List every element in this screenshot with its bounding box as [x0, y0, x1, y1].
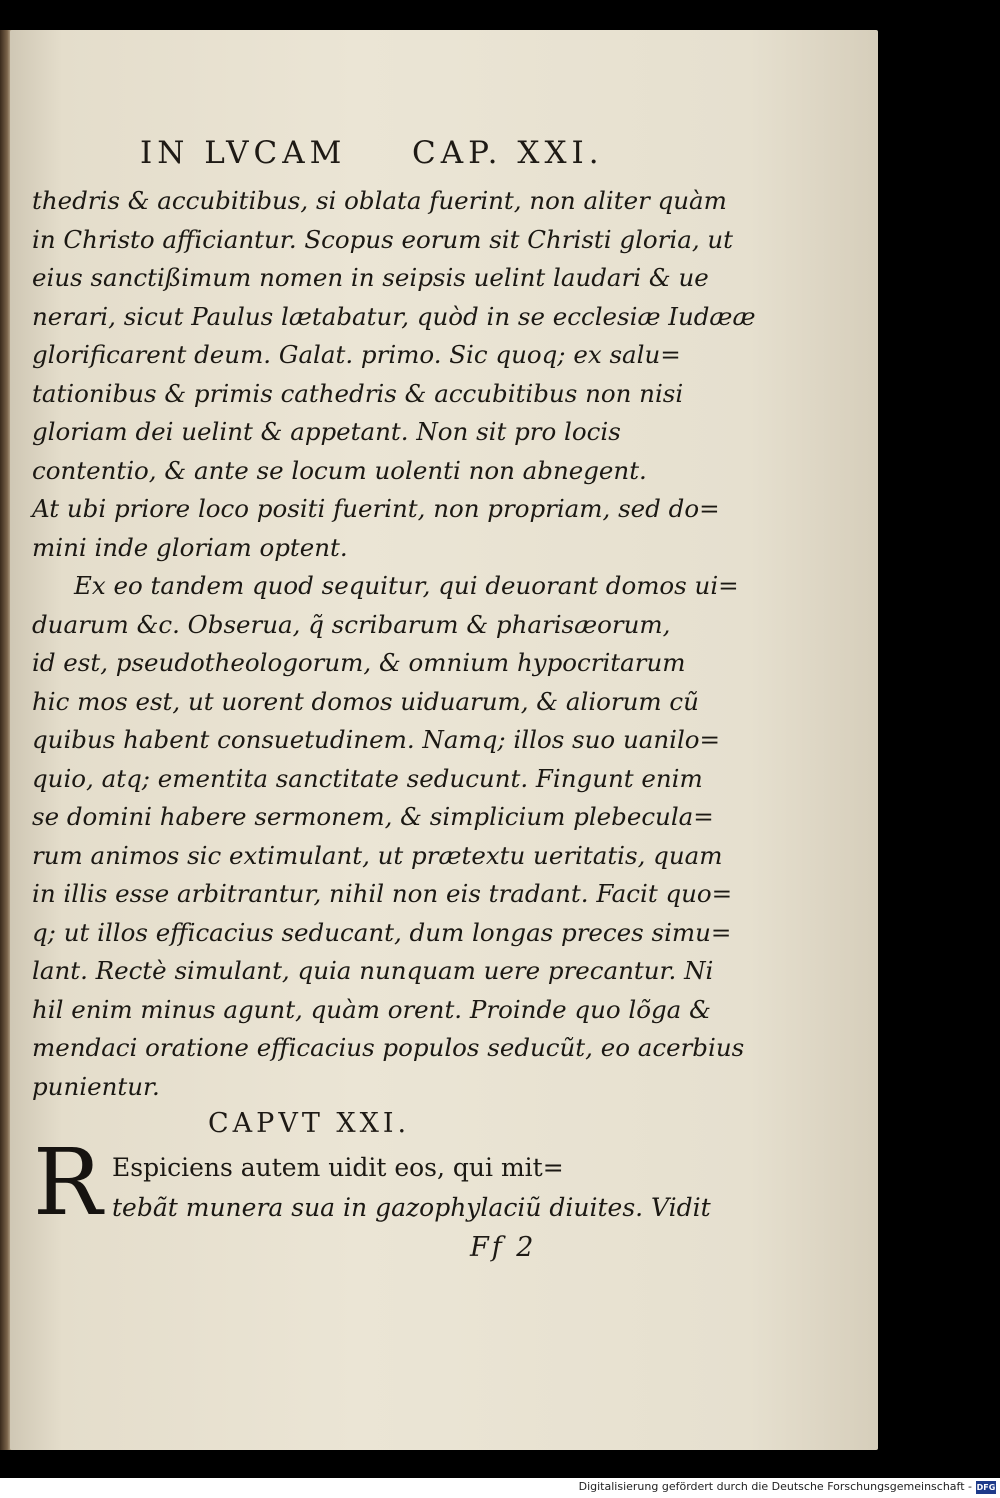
text-line: hic mos est, ut uorent domos uiduarum, & aliorum cũ	[32, 686, 699, 716]
chapter-heading: CAPVT XXI.	[208, 1108, 411, 1139]
text-line: eius sanctißimum nomen in seipsis uelint laudari & ue	[32, 263, 709, 292]
text-line: tebãt munera sua in gazophylaciũ diuites. Vidit	[112, 1193, 711, 1222]
text-line: mini inde gloriam optent.	[32, 532, 348, 562]
text-line: se domini habere sermonem, & simplicium plebecula=	[32, 802, 714, 831]
running-head-right: CAP. XXI.	[412, 135, 604, 171]
chapter-opening-text	[112, 1148, 711, 1228]
text-line: contentio, & ante se locum uolenti non abnegent.	[32, 455, 647, 485]
text-line: quio, atq; ementita sanctitate seducunt. Fingunt enim	[32, 763, 703, 793]
text-line: hil enim minus agunt, quàm orent. Proinde quo lõga &	[32, 994, 711, 1024]
text-line: Ex eo tandem quod sequitur, qui deuorant domos ui=	[74, 571, 739, 600]
text-line: tationibus & primis cathedris & accubitibus non nisi	[32, 378, 684, 408]
text-line: thedris & accubitibus, si oblata fuerint, non aliter quàm	[32, 186, 727, 215]
signature-mark: Ff 2	[470, 1232, 537, 1263]
text-line: q; ut illos efficacius seducant, dum longas preces simu=	[32, 917, 732, 947]
text-line: rum animos sic extimulant, ut prætextu ueritatis, quam	[32, 840, 723, 870]
text-line: At ubi priore loco positi fuerint, non propriam, sed do=	[32, 494, 720, 523]
text-line: in Christo afficiantur. Scopus eorum sit Christi gloria, ut	[32, 224, 734, 254]
text-line: gloriam dei uelint & appetant. Non sit pro locis	[32, 417, 621, 446]
text-line: quibus habent consuetudinem. Namq; illos suo uanilo=	[32, 725, 721, 754]
text-line: glorificarent deum. Galat. primo. Sic quoq; ex salu=	[32, 340, 681, 369]
text-line: in illis esse arbitrantur, nihil non eis tradant. Facit quo=	[32, 879, 733, 908]
text-line: punientur.	[32, 1071, 160, 1101]
text-line: mendaci oratione efficacius populos seducũt, eo acerbius	[32, 1033, 745, 1062]
text-line: Espiciens autem uidit eos, qui mit=	[112, 1153, 564, 1182]
text-line: id est, pseudotheologorum, & omnium hypocritarum	[32, 648, 686, 677]
footer-credit: Digitalisierung gefördert durch die Deutsche Forschungsgemeinschaft -	[578, 1480, 972, 1493]
dfg-logo-icon: DFG	[976, 1483, 996, 1492]
drop-initial: R	[33, 1129, 103, 1236]
main-text	[32, 182, 756, 1106]
text-line: lant. Rectè simulant, quia nunquam uere precantur. Ni	[32, 956, 714, 985]
running-head-left: IN LVCAM	[140, 135, 347, 171]
text-line: nerari, sicut Paulus lætabatur, quòd in se ecclesiæ Iudææ	[32, 301, 756, 331]
text-line: duarum &c. Obserua, q̃ scribarum & pharisæorum,	[32, 609, 671, 639]
running-head	[140, 135, 660, 175]
